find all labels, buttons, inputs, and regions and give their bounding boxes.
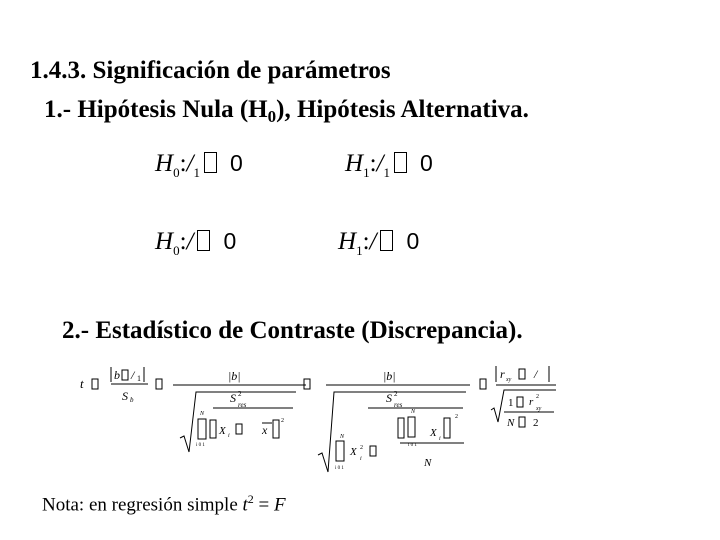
relation-glyph <box>394 152 407 173</box>
sum-lower: i 0 1 <box>196 443 205 448</box>
zero-value: 0 <box>229 150 243 176</box>
x-i-sub: i <box>439 436 441 442</box>
sb-symbol: S <box>122 389 128 403</box>
h-symbol: H <box>338 228 357 255</box>
step2-heading: 2.- Estadístico de Contraste (Discrepancia). <box>62 317 523 344</box>
relation-glyph <box>380 230 393 251</box>
hypothesis-h1-beta1 <box>345 150 433 178</box>
h-symbol: H <box>155 150 174 177</box>
h-index: 0 <box>173 243 180 258</box>
sum-glyph <box>336 441 344 461</box>
note-eq: = <box>253 494 275 516</box>
step1-subscript: 0 <box>267 107 277 126</box>
note-exp: 2 <box>247 492 254 506</box>
x-i-squared: X <box>350 446 357 458</box>
b-symbol: b <box>114 368 120 382</box>
abs-b: |b| <box>383 369 396 383</box>
square-exp: 2 <box>281 418 284 424</box>
r-exp: 2 <box>536 394 539 400</box>
relation-glyph <box>204 152 217 173</box>
x-i-sub: i <box>360 456 362 462</box>
test-statistic-formula <box>78 360 578 480</box>
sum-lower: i 0 1 <box>408 443 417 448</box>
abs-b: |b| <box>228 369 241 383</box>
zero-value: 0 <box>406 228 420 254</box>
h-symbol: H <box>155 228 174 255</box>
h-symbol: H <box>345 150 364 177</box>
x-i-exp: 2 <box>360 445 363 451</box>
r-xy-sub: xy <box>506 377 512 383</box>
hypothesis-h0-rho <box>155 228 236 256</box>
beta-index: 1 <box>383 165 390 180</box>
sum-upper: N <box>411 409 416 415</box>
h-index: 1 <box>356 243 363 258</box>
r-sub: xy <box>536 406 542 412</box>
sum-lower: i 0 1 <box>335 466 344 471</box>
paren-right-glyph <box>444 418 450 438</box>
sum-glyph <box>198 419 206 439</box>
zero-value: 0 <box>223 228 237 254</box>
note-f: F <box>274 494 286 516</box>
minus-glyph <box>122 370 128 380</box>
beta-symbol: / <box>131 368 135 382</box>
beta-symbol: / <box>186 150 194 177</box>
step1-prefix: 1.- Hipótesis Nula (H <box>44 96 268 123</box>
x-i: X <box>219 425 226 437</box>
minus-glyph <box>236 424 242 434</box>
beta-symbol: / <box>376 150 384 177</box>
sum-upper: N <box>340 434 345 440</box>
minus-glyph <box>517 397 523 407</box>
minus-glyph <box>519 369 525 379</box>
paren-left-glyph <box>210 420 216 438</box>
square-exp: 2 <box>455 414 458 420</box>
relation-glyph <box>197 230 210 251</box>
two: 2 <box>533 417 539 429</box>
beta-index: 1 <box>137 374 141 383</box>
n-symbol: N <box>507 417 515 429</box>
step1-suffix: ), Hipótesis Alternativa. <box>276 96 529 123</box>
colon: : <box>362 228 370 255</box>
paren-left-glyph <box>398 418 404 438</box>
h-index: 0 <box>173 165 180 180</box>
colon: : <box>369 150 377 177</box>
r-xy-squared: r <box>529 396 534 408</box>
sum-glyph <box>408 417 415 437</box>
s-res-sub: res <box>238 401 247 409</box>
note-prefix: Nota: en regresión simple <box>42 494 243 516</box>
hypothesis-h0-beta1 <box>155 150 243 178</box>
rho-symbol: / <box>186 228 194 255</box>
r-xy: r <box>500 367 505 381</box>
x-i-sub: i <box>228 433 230 439</box>
paren-right-glyph <box>273 420 279 438</box>
rho-symbol: / <box>369 228 377 255</box>
colon: : <box>179 150 187 177</box>
s-res: S <box>230 391 236 405</box>
note-t: t <box>242 494 248 516</box>
sb-subscript: b <box>130 396 134 404</box>
beta-index: 1 <box>193 165 200 180</box>
equals-glyph <box>480 379 486 389</box>
n-denominator: N <box>424 457 432 469</box>
section-title: 1.4.3. Significación de parámetros <box>30 57 391 84</box>
sum-upper: N <box>200 411 205 417</box>
colon: : <box>179 228 187 255</box>
s-res-exp: 2 <box>238 390 242 398</box>
zero-value: 0 <box>419 150 433 176</box>
x-bar: x <box>262 423 268 437</box>
s-res: S <box>386 391 392 405</box>
note <box>42 492 286 516</box>
step1-heading <box>44 96 529 124</box>
minus-glyph <box>519 417 525 427</box>
equals-glyph <box>156 379 162 389</box>
s-res-exp: 2 <box>394 390 398 398</box>
s-res-sub: res <box>394 401 403 409</box>
h-index: 1 <box>363 165 370 180</box>
hypothesis-h1-rho <box>338 228 419 256</box>
minus-glyph <box>370 446 376 456</box>
one: 1 <box>508 397 514 409</box>
x-i: X <box>430 427 437 439</box>
equals-glyph <box>304 379 310 389</box>
equals-glyph <box>92 379 98 389</box>
t-symbol: t <box>80 376 84 391</box>
rho-symbol: / <box>534 367 538 381</box>
